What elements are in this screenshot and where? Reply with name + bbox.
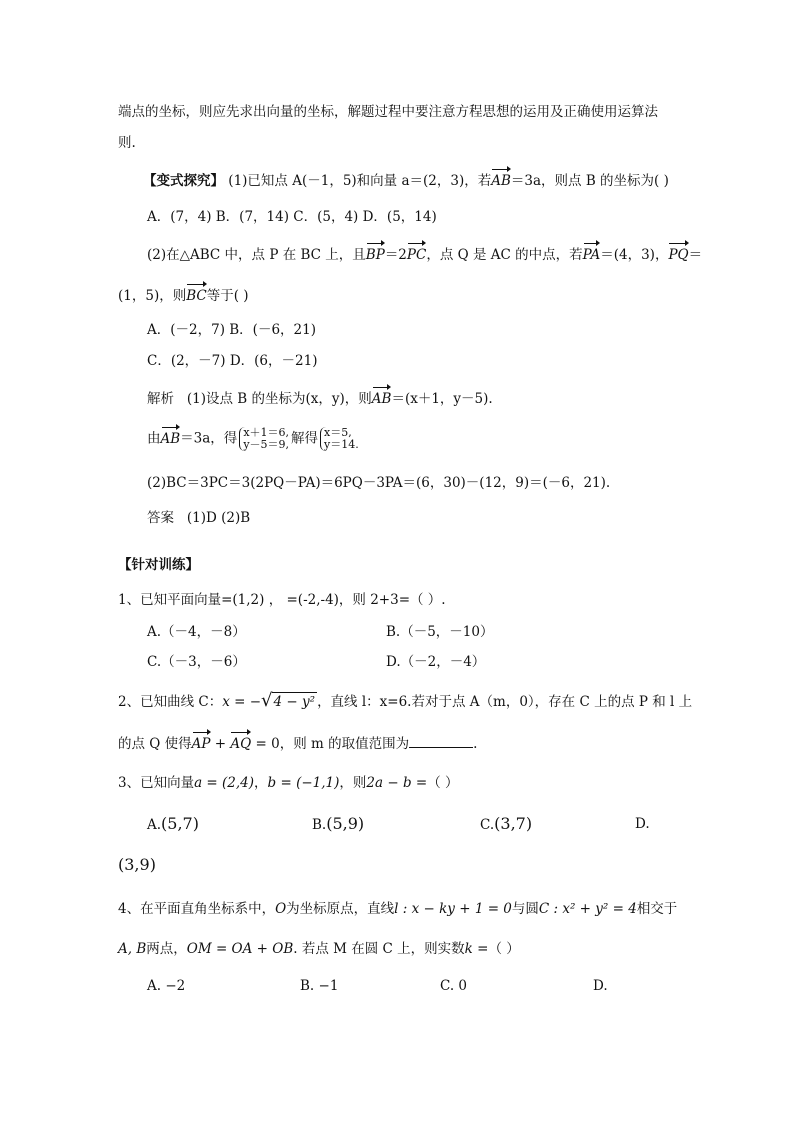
q4-vector-eq: OM = OA + OB	[186, 941, 294, 957]
q3-paren: （ ）	[427, 775, 459, 791]
training-q4-option-c: C. 0	[440, 978, 468, 994]
training-q2-line-1	[118, 692, 692, 711]
sqrt-icon: √	[261, 690, 273, 711]
variant-q2-options-ab: A．(－2，7) B．(－6，21)	[147, 322, 316, 338]
vector-bp: BP	[365, 247, 385, 263]
q3-opt-b-label: B.	[312, 817, 327, 833]
q4-line2-d: （ ）	[488, 941, 520, 957]
q3-opt-b-value: (5,9)	[326, 814, 365, 833]
system-2-line-2: y＝14.	[324, 438, 359, 451]
vector-pa: PA	[582, 247, 601, 263]
variant-tag: 【变式探究】	[143, 173, 224, 189]
training-q4-line-1	[118, 900, 677, 918]
variant-question-1	[143, 172, 669, 190]
answer-line	[147, 509, 250, 527]
q3-opt-c-label: C.	[480, 817, 495, 833]
training-q4-line-2	[118, 940, 520, 958]
solution-2-b: ＝3a，得	[180, 430, 238, 447]
training-q3-option-a	[147, 815, 199, 834]
vector-pq: PQ	[668, 247, 689, 263]
variant-q1-options: A．(7，4) B．(7，14) C．(5，4) D．(5，14)	[147, 209, 437, 225]
solution-line-3: (2)BC＝3PC＝3(2PQ－PA)＝6PQ－3PA＝(6，30)－(12，9)＝(－6，21).	[147, 475, 611, 491]
q3-opt-a-value: (5,7)	[161, 814, 199, 833]
vector-bc: BC	[186, 288, 207, 304]
answer-blank	[409, 735, 473, 748]
vector-ab-sol: AB	[371, 391, 392, 407]
q2-eq-x: x = −	[222, 694, 262, 710]
training-q4-option-d: D.	[593, 978, 608, 994]
system-1-line-1: x＋1＝6,	[243, 426, 290, 439]
training-q3-option-c	[480, 815, 532, 834]
q2-end: .	[473, 736, 478, 752]
q2-plus: +	[210, 736, 231, 752]
q4-points: A, B	[118, 941, 147, 957]
variant-question-2	[147, 246, 702, 264]
q2-line2-a: 的点 Q 使得	[118, 736, 192, 752]
training-q1-option-d: D.（－2，－4）	[386, 654, 486, 670]
vector-ab: AB	[491, 173, 511, 189]
q4-k: k =	[464, 941, 489, 957]
q4-line-eq: l : x − ky + 1 = 0	[394, 901, 512, 917]
system-2-line-1: x＝5,	[324, 426, 352, 439]
variant-q2-pa-val: ＝(4，3)，	[600, 247, 669, 263]
q3-vector-b: b = (−1,1)	[267, 775, 340, 791]
equation-system-2	[320, 427, 359, 451]
q4-o: O	[275, 901, 287, 917]
intro-line-2: 则.	[118, 135, 136, 151]
q4-circle-eq: C : x² + y² = 4	[538, 901, 637, 917]
vector-aq: AQ	[230, 736, 252, 752]
q3-expr: 2a − b =	[366, 775, 428, 791]
q4-prefix: 4、在平面直角坐标系中，	[118, 901, 276, 917]
variant-q2-text-a: (2)在△ABC 中，点 P 在 BC 上，且	[147, 247, 366, 263]
training-heading: 【针对训练】	[118, 557, 199, 573]
q4-line2-b: 两点，	[146, 941, 187, 957]
training-q1-option-a: A.（－4，－8）	[147, 624, 246, 640]
q2-line2-b: ，则 m 的取值范围为	[279, 736, 410, 752]
q3-opt-a-label: A.	[147, 817, 162, 833]
intro-line-1: 端点的坐标，则应先求出向量的坐标，解题过程中要注意方程思想的运用及正确使用运算法	[118, 104, 658, 120]
q4-text-b: 为坐标原点，直线	[286, 901, 395, 917]
solution-1-text: (1)设点 B 的坐标为(x，y)，则	[186, 391, 372, 407]
training-q3-option-d-value: (3,9)	[118, 855, 156, 874]
q2-rest: ，直线 l：x=6.若对于点 A（m，0），存在 C 上的点 P 和 l 上	[317, 694, 693, 710]
variant-q2-mid: ＝2	[384, 247, 407, 263]
solution-1-tail: ＝(x＋1，y－5).	[391, 391, 493, 407]
variant-q2-line2-a: (1，5)，则	[118, 288, 187, 304]
q3-opt-c-value: (3,7)	[494, 814, 533, 833]
training-q3-option-b	[312, 815, 364, 834]
training-q3-option-d-label: D.	[635, 816, 650, 832]
training-q2-line-2	[118, 735, 477, 753]
variant-q2-line-2	[118, 287, 249, 305]
training-q1: 1、已知平面向量=(1,2) ， =(-2,-4)，则 2+3=（ ）.	[118, 592, 446, 608]
variant-q2-eq: ＝	[688, 247, 703, 263]
system-1-line-2: y－5＝9,	[243, 438, 290, 451]
q2-prefix: 2、已知曲线 C：	[118, 694, 223, 710]
q4-line2-c: . 若点 M 在圆 C 上，则实数	[293, 941, 465, 957]
variant-q1-text: (1)已知点 A(－1，5)和向量 a＝(2，3)，若	[228, 173, 492, 189]
vector-ab-sol2: AB	[160, 430, 181, 447]
training-q4-option-b: B. −1	[300, 978, 339, 994]
solution-2-c: 解得	[291, 430, 319, 447]
answer-value: (1)D (2)B	[186, 510, 251, 526]
solution-2-a: 由	[147, 430, 161, 447]
q2-zero: = 0	[251, 736, 280, 752]
solution-line-1	[147, 390, 493, 408]
training-q4-option-a: A. −2	[147, 978, 186, 994]
equation-system-1	[239, 427, 289, 451]
q3-prefix: 3、已知向量	[118, 775, 195, 791]
solution-label: 解析	[147, 391, 174, 407]
variant-q2-line2-b: 等于( )	[206, 288, 249, 304]
q4-text-c: 与圆	[511, 901, 539, 917]
variant-q2-text-b: ，点 Q 是 AC 的中点，若	[426, 247, 583, 263]
vector-pc: PC	[406, 247, 427, 263]
training-q3	[118, 774, 458, 792]
q4-text-d: 相交于	[636, 901, 678, 917]
variant-q2-options-cd: C．(2，－7) D．(6，－21)	[147, 353, 318, 369]
vector-ap: AP	[191, 736, 211, 752]
training-q1-option-b: B.（－5，－10）	[386, 624, 494, 640]
solution-line-2	[147, 427, 361, 451]
answer-label: 答案	[147, 510, 174, 526]
q3-then: ，则	[339, 775, 367, 791]
variant-q1-tail: ＝3a，则点 B 的坐标为( )	[510, 173, 669, 189]
q3-sep: ，	[254, 775, 268, 791]
training-q1-option-c: C.（－3，－6）	[147, 654, 246, 670]
q3-vector-a: a = (2,4)	[194, 775, 255, 791]
q2-sqrt: 4 − y²	[273, 694, 316, 710]
